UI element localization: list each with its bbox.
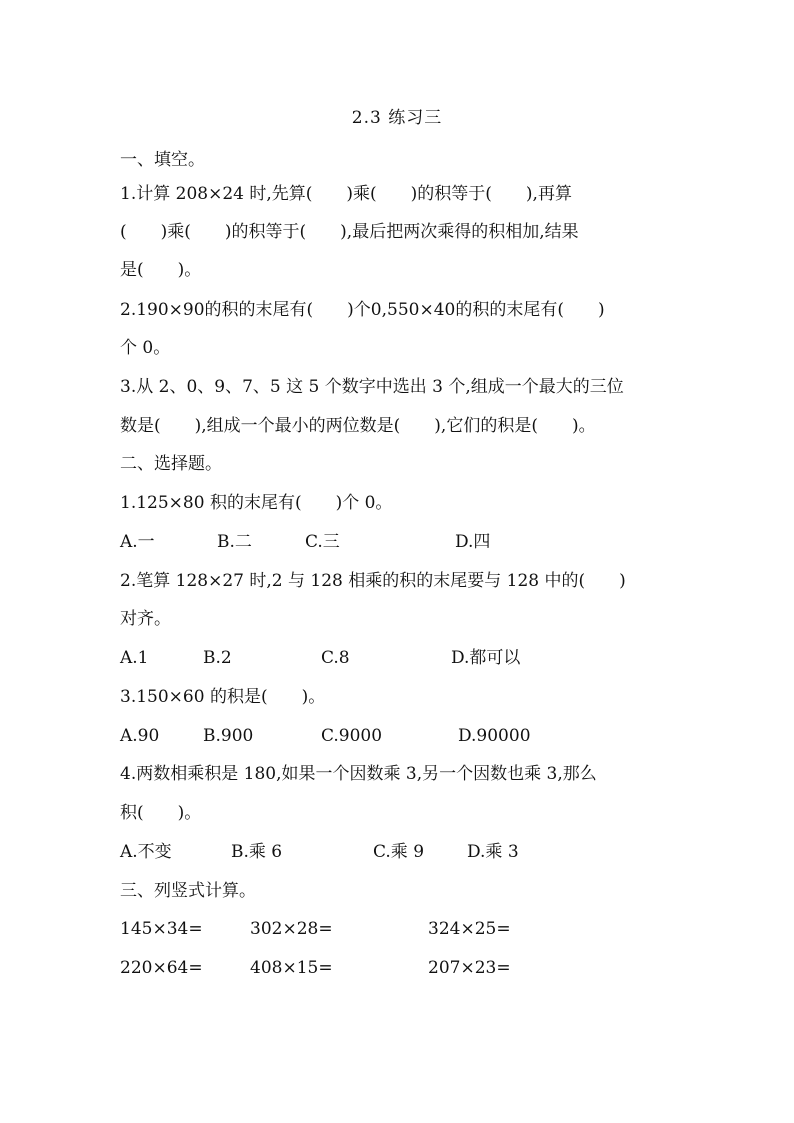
calc-item: 207×23= [428,958,511,978]
q2-1-text: 1.125×80 积的末尾有( )个 0。 [120,493,393,513]
q2-3-option-b: B.900 [203,726,254,746]
section-heading-fill-blank: 一、填空。 [120,150,205,170]
q2-4-line2: 积( )。 [120,803,202,823]
q1-1-line3: 是( )。 [120,260,202,280]
q2-4-line1: 4.两数相乘积是 180,如果一个因数乘 3,另一个因数也乘 3,那么 [120,764,597,784]
q2-4-option-a: A.不变 [120,842,172,862]
calc-item: 145×34= [120,919,203,939]
q2-2-line2: 对齐。 [120,609,171,629]
section-heading-choice: 二、选择题。 [120,454,222,474]
q2-2-option-d: D.都可以 [451,648,521,668]
q1-2-line2: 个 0。 [120,338,171,358]
q2-2-line1: 2.笔算 128×27 时,2 与 128 相乘的积的末尾要与 128 中的( ) [120,571,626,591]
q1-2-line1: 2.190×90的积的末尾有( )个0,550×40的积的末尾有( ) [120,300,605,320]
q1-1-line1: 1.计算 208×24 时,先算( )乘( )的积等于( ),再算 [120,184,572,204]
q2-4-option-d: D.乘 3 [467,842,519,862]
page-title: 2.3 练习三 [351,108,443,128]
calc-item: 324×25= [428,919,511,939]
q1-1-line2: ( )乘( )的积等于( ),最后把两次乘得的积相加,结果 [120,222,579,242]
section-heading-vertical-calc: 三、列竖式计算。 [120,881,256,901]
calc-item: 220×64= [120,958,203,978]
q2-1-option-c: C.三 [305,532,340,552]
q2-3-option-a: A.90 [120,726,160,746]
q2-1-option-a: A.一 [120,532,155,552]
q2-3-option-d: D.90000 [458,726,531,746]
q2-4-option-c: C.乘 9 [373,842,425,862]
q2-4-option-b: B.乘 6 [231,842,283,862]
calc-item: 302×28= [250,919,333,939]
q2-3-text: 3.150×60 的积是( )。 [120,687,326,707]
q2-2-option-a: A.1 [120,648,149,668]
q2-3-option-c: C.9000 [321,726,383,746]
q1-3-line1: 3.从 2、0、9、7、5 这 5 个数字中选出 3 个,组成一个最大的三位 [120,377,624,397]
q2-1-option-b: B.二 [217,532,252,552]
q1-3-line2: 数是( ),组成一个最小的两位数是( ),它们的积是( )。 [120,416,596,436]
q2-2-option-c: C.8 [321,648,350,668]
q2-2-option-b: B.2 [203,648,232,668]
calc-item: 408×15= [250,958,333,978]
q2-1-option-d: D.四 [455,532,491,552]
